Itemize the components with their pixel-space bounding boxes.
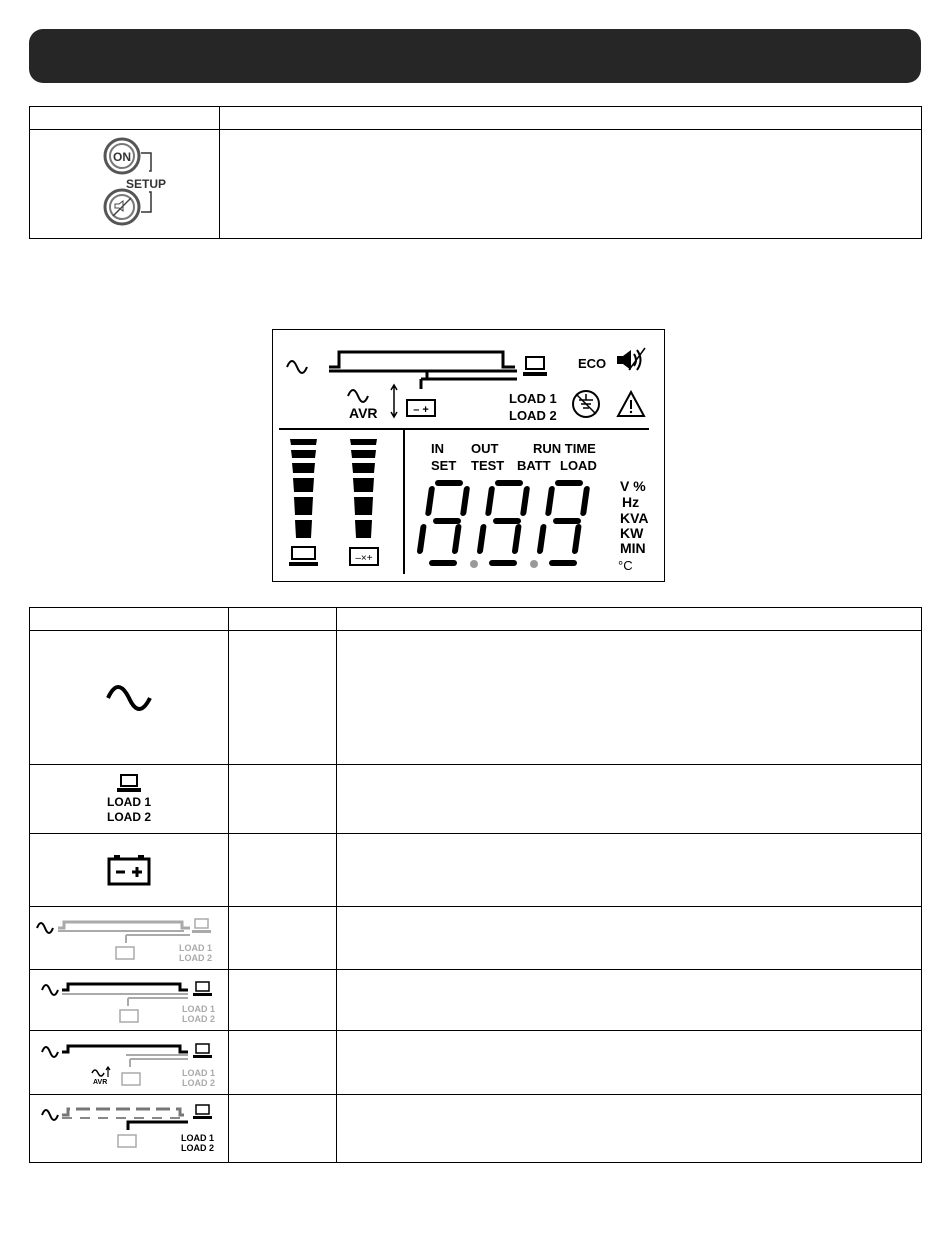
load1-text: LOAD 1	[182, 1068, 216, 1078]
seven-segment-digits	[417, 480, 591, 568]
kw-label: KW	[620, 525, 644, 541]
load2-label: LOAD 2	[509, 408, 557, 423]
load1-text: LOAD 1	[181, 1133, 215, 1143]
on-button-label: ON	[113, 150, 131, 164]
icon-table-header	[30, 608, 922, 631]
avr-sine-icon	[348, 390, 368, 402]
table-row	[30, 631, 922, 765]
lcd-panel	[272, 329, 665, 582]
load-label: LOAD	[560, 458, 597, 473]
table-row	[30, 1031, 922, 1095]
load2-text: LOAD 2	[106, 810, 151, 824]
run-time-label: RUN TIME	[533, 441, 596, 456]
battery-icon	[105, 853, 153, 887]
load1-text: LOAD 1	[106, 795, 151, 809]
set-label: SET	[431, 458, 457, 473]
table-row	[30, 834, 922, 907]
setup-table-header	[30, 107, 922, 130]
setup-buttons-icon	[30, 130, 220, 233]
svg-text:– +: – +	[413, 404, 429, 416]
celsius-label: °C	[618, 558, 633, 573]
test-label: TEST	[471, 458, 505, 473]
table-row	[30, 970, 922, 1031]
battery-bar-gauge	[350, 439, 377, 538]
setup-table	[29, 106, 922, 239]
load2-text: LOAD 2	[182, 1014, 216, 1024]
sine-wave-icon	[104, 683, 154, 713]
computer-load-icon	[114, 773, 144, 795]
setup-buttons-cell	[30, 130, 220, 239]
load2-text: LOAD 2	[179, 953, 213, 963]
icon-table	[29, 607, 922, 1163]
min-label: MIN	[620, 540, 646, 556]
input-sine-icon	[287, 361, 307, 373]
section-banner	[29, 29, 921, 83]
hz-label: Hz	[622, 494, 640, 510]
lcd-graphics	[273, 330, 666, 583]
kva-label: KVA	[620, 510, 649, 526]
table-row	[30, 1095, 922, 1163]
load2-text: LOAD 2	[182, 1078, 216, 1088]
setup-description-cell	[220, 130, 922, 239]
load1-text: LOAD 1	[182, 1004, 216, 1014]
v-pct-label: V %	[620, 478, 646, 494]
load1-label: LOAD 1	[509, 391, 557, 406]
out-label: OUT	[471, 441, 499, 456]
avr-small-label: AVR	[93, 1079, 108, 1086]
svg-text:–×+: –×+	[355, 553, 373, 564]
table-row	[30, 765, 922, 834]
eco-label: ECO	[578, 356, 607, 371]
load2-text: LOAD 2	[181, 1143, 215, 1153]
load1-text: LOAD 1	[179, 943, 213, 953]
setup-table-row	[30, 130, 922, 239]
setup-label: SETUP	[125, 177, 167, 191]
batt-label: BATT	[517, 458, 551, 473]
avr-label: AVR	[349, 405, 378, 421]
load-bar-gauge	[290, 439, 317, 538]
in-label: IN	[431, 441, 444, 456]
table-row	[30, 907, 922, 970]
